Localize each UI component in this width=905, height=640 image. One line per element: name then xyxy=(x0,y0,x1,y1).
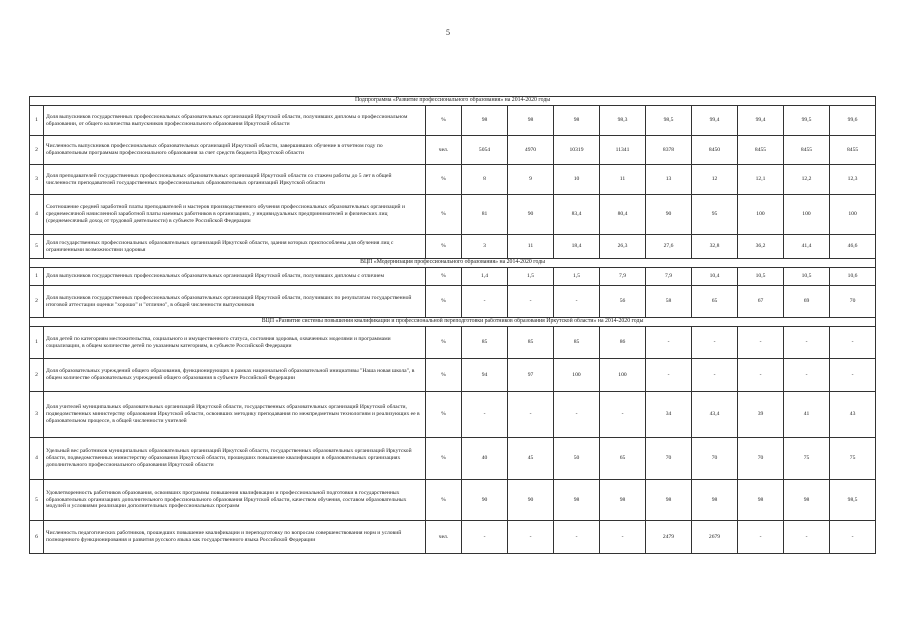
row-number: 5 xyxy=(30,235,44,259)
value-cell: 8378 xyxy=(646,136,692,165)
value-cell: 90 xyxy=(646,195,692,235)
indicator-description: Численность выпускников профессиональных образовательных организаций Иркутской области, завершивших обучение в отчетном году по образовательным программам профессионального образования за счет средств бюджета Иркутской области xyxy=(44,136,426,165)
value-cell: 83,4 xyxy=(554,195,600,235)
value-cell: - xyxy=(784,359,830,392)
value-cell: 5054 xyxy=(462,136,508,165)
value-cell: 36,2 xyxy=(738,235,784,259)
value-cell: 27,6 xyxy=(646,235,692,259)
value-cell: 65 xyxy=(692,286,738,318)
page-number: 5 xyxy=(446,28,450,37)
indicator-description: Доля детей по категориям местожительства, социального и имущественного статуса, состояния здоровья, охваченных моделями и программами социализации, в общем количестве детей по указанным категориям, в субъекте Российской Федерации xyxy=(44,327,426,359)
value-cell: 98 xyxy=(784,480,830,521)
unit-cell: % xyxy=(426,106,462,136)
row-number: 2 xyxy=(30,286,44,318)
unit-cell: % xyxy=(426,480,462,521)
value-cell: - xyxy=(646,327,692,359)
value-cell: 98 xyxy=(692,480,738,521)
value-cell: 26,3 xyxy=(600,235,646,259)
value-cell: 81 xyxy=(462,195,508,235)
table-row xyxy=(30,235,876,259)
value-cell: 99,4 xyxy=(738,106,784,136)
value-cell: 65 xyxy=(600,438,646,480)
indicator-description: Доля учителей муниципальных образовательных организаций Иркутской области, государственных образовательных организаций Иркутской области, подведомственных министерству образования Иркутской области, освоивших методику преподавания по межпредметным технологиям и реализующих ее в образовательном процессе, в общей численности учителей xyxy=(44,392,426,438)
section-header-row xyxy=(30,259,876,268)
value-cell: 100 xyxy=(600,359,646,392)
row-number: 2 xyxy=(30,136,44,165)
table-row xyxy=(30,521,876,554)
unit-cell: % xyxy=(426,286,462,318)
value-cell: 85 xyxy=(462,327,508,359)
value-cell: 90 xyxy=(508,480,554,521)
value-cell: 41 xyxy=(784,392,830,438)
value-cell: 95 xyxy=(692,195,738,235)
indicator-description: Доля государственных профессиональных образовательных организаций Иркутской области, здания которых приспособлены для обучения лиц с ограниченными возможностями здоровья xyxy=(44,235,426,259)
value-cell: 99,4 xyxy=(692,106,738,136)
unit-cell: % xyxy=(426,327,462,359)
value-cell: 45 xyxy=(508,438,554,480)
row-number: 1 xyxy=(30,106,44,136)
value-cell: 12,2 xyxy=(784,165,830,195)
value-cell: 41,4 xyxy=(784,235,830,259)
value-cell: 11 xyxy=(508,235,554,259)
value-cell: - xyxy=(462,392,508,438)
value-cell: 85 xyxy=(554,327,600,359)
value-cell: 98,5 xyxy=(830,480,876,521)
value-cell: 67 xyxy=(738,286,784,318)
row-number: 4 xyxy=(30,438,44,480)
value-cell: 99,6 xyxy=(830,106,876,136)
table-row xyxy=(30,359,876,392)
value-cell: 98 xyxy=(554,106,600,136)
value-cell: 10319 xyxy=(554,136,600,165)
value-cell: 46,6 xyxy=(830,235,876,259)
value-cell: 3 xyxy=(462,235,508,259)
value-cell: - xyxy=(554,521,600,554)
indicator-description: Доля выпускников государственных профессиональных образовательных организаций Иркутской области, получивших по результатам государственной итоговой аттестации оценки "хорошо" и "отлично", в общей численности выпускников xyxy=(44,286,426,318)
value-cell: - xyxy=(646,359,692,392)
value-cell: 69 xyxy=(784,286,830,318)
value-cell: 100 xyxy=(830,195,876,235)
value-cell: - xyxy=(508,521,554,554)
unit-cell: % xyxy=(426,235,462,259)
value-cell: 10,5 xyxy=(738,268,784,286)
row-number: 6 xyxy=(30,521,44,554)
table-row xyxy=(30,392,876,438)
value-cell: 98 xyxy=(738,480,784,521)
value-cell: 11 xyxy=(600,165,646,195)
indicator-description: Доля выпускников государственных профессиональных образовательных организаций Иркутской области, получивших дипломы о профессиональном образовании, от общего количества выпускников профессионального образования Иркутской области xyxy=(44,106,426,136)
value-cell: 100 xyxy=(738,195,784,235)
value-cell: 97 xyxy=(508,359,554,392)
value-cell: 70 xyxy=(830,286,876,318)
value-cell: 7,9 xyxy=(600,268,646,286)
value-cell: - xyxy=(554,286,600,318)
value-cell: 4970 xyxy=(508,136,554,165)
value-cell: 32,8 xyxy=(692,235,738,259)
value-cell: 98 xyxy=(508,106,554,136)
row-number: 3 xyxy=(30,165,44,195)
value-cell: 75 xyxy=(784,438,830,480)
unit-cell: % xyxy=(426,392,462,438)
value-cell: 58 xyxy=(646,286,692,318)
value-cell: - xyxy=(692,327,738,359)
value-cell: 70 xyxy=(738,438,784,480)
value-cell: - xyxy=(830,327,876,359)
value-cell: 98,5 xyxy=(646,106,692,136)
indicator-description: Удельный вес работников муниципальных образовательных организаций Иркутской области, государственных образовательных организаций Иркутской области, подведомственных министерству образования Иркутской области, прошедших повышение квалификации в образовательных организациях дополнительного профессионального образования Иркутской области xyxy=(44,438,426,480)
value-cell: - xyxy=(784,521,830,554)
value-cell: 43,4 xyxy=(692,392,738,438)
value-cell: 10 xyxy=(554,165,600,195)
value-cell: 98 xyxy=(600,480,646,521)
row-number: 2 xyxy=(30,359,44,392)
value-cell: 1,5 xyxy=(508,268,554,286)
indicator-description: Доля преподавателей государственных профессиональных образовательных организаций Иркутской области со стажем работы до 5 лет в общей численности преподавателей государственных профессиональных образовательных организаций Иркутской области xyxy=(44,165,426,195)
value-cell: 43 xyxy=(830,392,876,438)
value-cell: 1,4 xyxy=(462,268,508,286)
unit-cell: % xyxy=(426,438,462,480)
table-row xyxy=(30,165,876,195)
value-cell: 90 xyxy=(462,480,508,521)
value-cell: 11341 xyxy=(600,136,646,165)
value-cell: 8455 xyxy=(784,136,830,165)
value-cell: 8455 xyxy=(830,136,876,165)
value-cell: 40 xyxy=(462,438,508,480)
value-cell: - xyxy=(600,521,646,554)
unit-cell: % xyxy=(426,165,462,195)
value-cell: 100 xyxy=(554,359,600,392)
value-cell: - xyxy=(462,286,508,318)
value-cell: - xyxy=(738,327,784,359)
value-cell: - xyxy=(738,359,784,392)
value-cell: - xyxy=(462,521,508,554)
value-cell: 90 xyxy=(508,195,554,235)
indicator-description: Доля выпускников государственных профессиональных образовательных организаций Иркутской области, получивших дипломы с отличием xyxy=(44,268,426,286)
table-row xyxy=(30,268,876,286)
unit-cell: % xyxy=(426,268,462,286)
value-cell: 75 xyxy=(830,438,876,480)
table-row xyxy=(30,480,876,521)
section-title: ВЦП «Развитие системы повышения квалификации и профессиональной переподготовки работников образования Иркутской области» на 2014-2020 годы xyxy=(30,318,876,327)
value-cell: 100 xyxy=(784,195,830,235)
value-cell: 12,1 xyxy=(738,165,784,195)
value-cell: 39 xyxy=(738,392,784,438)
table-row xyxy=(30,195,876,235)
value-cell: 9 xyxy=(508,165,554,195)
unit-cell: % xyxy=(426,195,462,235)
value-cell: 18,4 xyxy=(554,235,600,259)
section-header-row xyxy=(30,97,876,106)
section-title: ВЦП «Модернизация профессионального образования» на 2014-2020 годы xyxy=(30,259,876,268)
value-cell: - xyxy=(830,359,876,392)
table-row xyxy=(30,327,876,359)
row-number: 5 xyxy=(30,480,44,521)
row-number: 4 xyxy=(30,195,44,235)
unit-cell: чел. xyxy=(426,136,462,165)
value-cell: - xyxy=(784,327,830,359)
indicator-description: Доля образовательных учреждений общего образования, функционирующих в рамках национальной образовательной инициативы "Наша новая школа", в общем количестве образовательных учреждений общего образования в субъекте Российской Федерации xyxy=(44,359,426,392)
value-cell: 10,6 xyxy=(830,268,876,286)
value-cell: - xyxy=(508,392,554,438)
table-row xyxy=(30,106,876,136)
value-cell: - xyxy=(600,392,646,438)
value-cell: 8 xyxy=(462,165,508,195)
unit-cell: % xyxy=(426,359,462,392)
value-cell: 2479 xyxy=(646,521,692,554)
value-cell: 98,3 xyxy=(600,106,646,136)
value-cell: 50 xyxy=(554,438,600,480)
table-row xyxy=(30,438,876,480)
value-cell: 80,4 xyxy=(600,195,646,235)
value-cell: 99,5 xyxy=(784,106,830,136)
indicator-description: Численность педагогических работников, прошедших повышение квалификации и переподготовку по вопросам совершенствования норм и условий полноценного функционирования и развития русского языка как государственного языка Российской Федерации xyxy=(44,521,426,554)
value-cell: - xyxy=(554,392,600,438)
value-cell: 56 xyxy=(600,286,646,318)
value-cell: 2679 xyxy=(692,521,738,554)
section-header-row xyxy=(30,318,876,327)
value-cell: - xyxy=(508,286,554,318)
value-cell: 85 xyxy=(508,327,554,359)
value-cell: 10,5 xyxy=(784,268,830,286)
value-cell: 1,5 xyxy=(554,268,600,286)
value-cell: 34 xyxy=(646,392,692,438)
section-title: Подпрограмма «Развитие профессионального образования» на 2014-2020 годы xyxy=(30,97,876,106)
value-cell: - xyxy=(692,359,738,392)
row-number: 1 xyxy=(30,268,44,286)
unit-cell: чел. xyxy=(426,521,462,554)
table-row xyxy=(30,136,876,165)
value-cell: 12,3 xyxy=(830,165,876,195)
value-cell: - xyxy=(830,521,876,554)
indicator-description: Удовлетворенность работников образования, освоивших программы повышения квалификации и профессиональной подготовки в государственных образовательных организациях дополнительного профессионального образования Иркутской области, качеством обучения, составом образовательных модулей и условиями реализации дополнительных профессиональных программ xyxy=(44,480,426,521)
row-number: 1 xyxy=(30,327,44,359)
value-cell: 98 xyxy=(462,106,508,136)
value-cell: - xyxy=(738,521,784,554)
value-cell: 7,9 xyxy=(646,268,692,286)
value-cell: 8455 xyxy=(738,136,784,165)
value-cell: 94 xyxy=(462,359,508,392)
indicators-table xyxy=(29,96,876,554)
value-cell: 70 xyxy=(646,438,692,480)
indicator-description: Соотношение средней заработной платы преподавателей и мастеров производственного обучения профессиональных образовательных организаций и среднемесячной начисленной заработной платы наемных работников в организациях, у индивидуальных предпринимателей и физических лиц (среднемесячный доход от трудовой деятельности) в субъекте Российской Федерации xyxy=(44,195,426,235)
value-cell: 86 xyxy=(600,327,646,359)
value-cell: 98 xyxy=(554,480,600,521)
value-cell: 12 xyxy=(692,165,738,195)
table-row xyxy=(30,286,876,318)
value-cell: 10,4 xyxy=(692,268,738,286)
value-cell: 8450 xyxy=(692,136,738,165)
value-cell: 98 xyxy=(646,480,692,521)
row-number: 3 xyxy=(30,392,44,438)
value-cell: 70 xyxy=(692,438,738,480)
value-cell: 13 xyxy=(646,165,692,195)
